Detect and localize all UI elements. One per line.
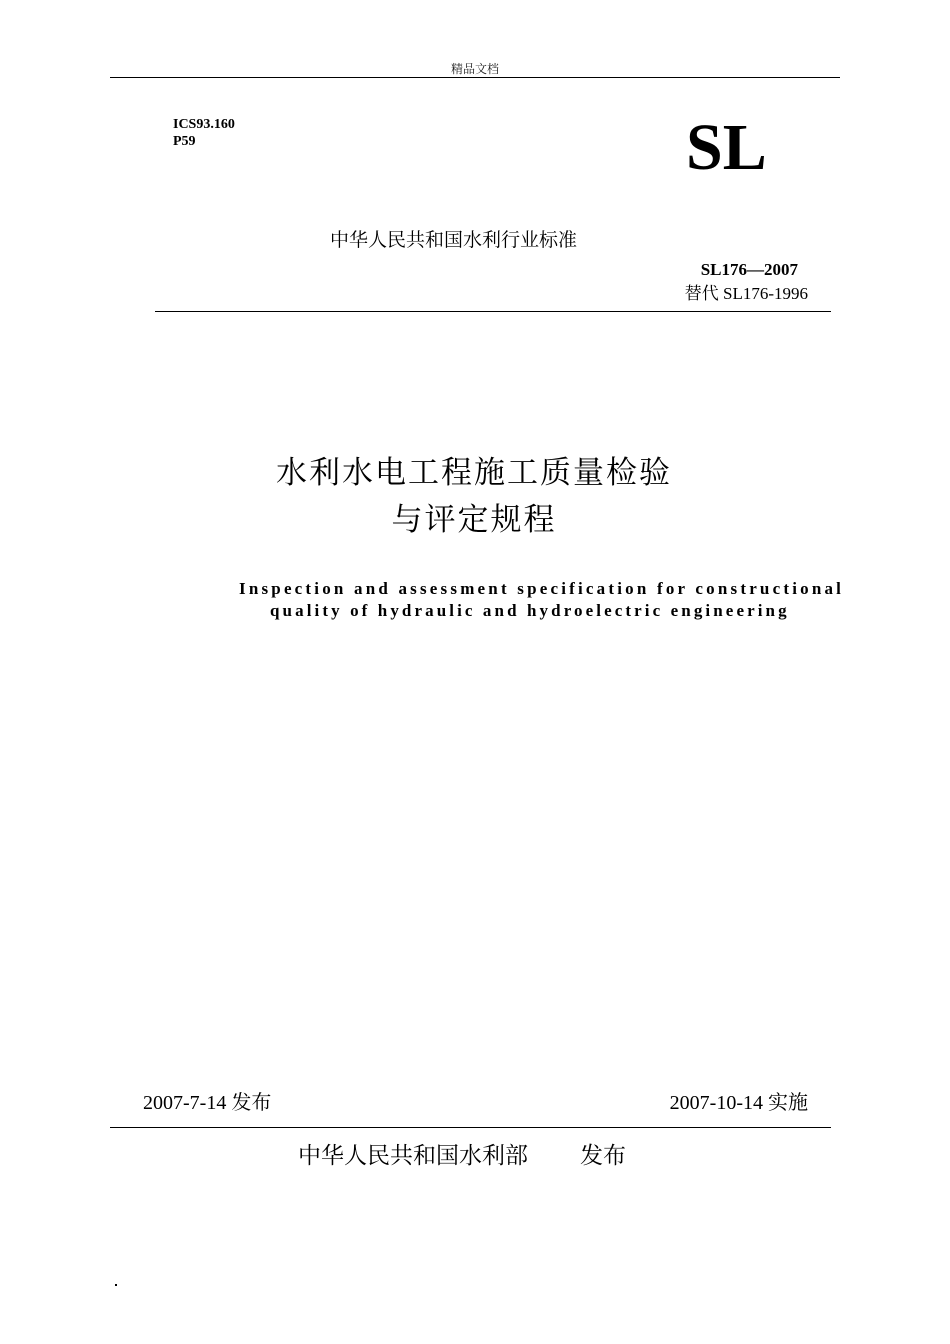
issuer-name: 中华人民共和国水利部 (298, 1143, 528, 1169)
corner-dot (115, 1284, 117, 1286)
replaces-standard: 替代 SL176-1996 (684, 284, 808, 303)
title-english-line-1: Inspection and assessment specification for constructional (239, 579, 845, 598)
implementation-date: 2007-10-14 实施 (669, 1092, 808, 1114)
bottom-divider (110, 1127, 831, 1128)
title-english-line-2: quality of hydraulic and hydroelectric engineering (270, 601, 790, 620)
ics-code: ICS93.160 (173, 117, 235, 132)
issuer-line (298, 1140, 626, 1172)
classification-block (173, 116, 235, 150)
standard-number: SL176—2007 (700, 260, 798, 279)
issuer-action: 发布 (580, 1143, 626, 1169)
standard-logo: SL (686, 111, 767, 184)
standard-type: 中华人民共和国水利行业标准 (330, 229, 578, 251)
title-chinese-line-2: 与评定规程 (391, 502, 557, 538)
title-chinese-line-1: 水利水电工程施工质量检验 (276, 455, 672, 491)
category-code: P59 (173, 134, 196, 149)
issue-date: 2007-7-14 发布 (143, 1092, 272, 1114)
top-divider (155, 311, 831, 312)
header-divider (110, 77, 840, 78)
page-header-text: 精品文档 (450, 62, 499, 76)
